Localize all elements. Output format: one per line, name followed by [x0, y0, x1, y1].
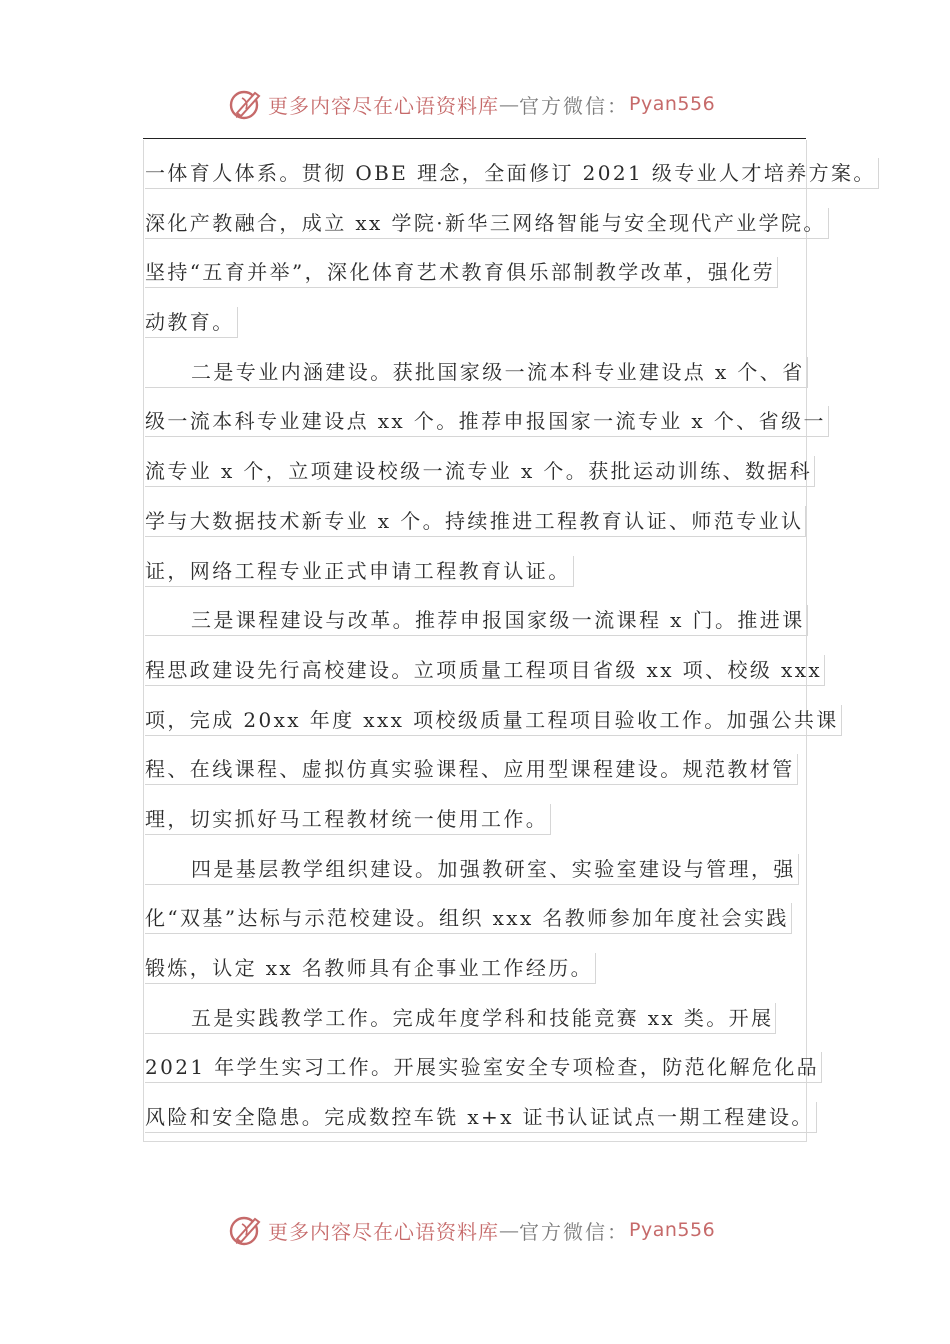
body-line: 一体育人体系。贯彻 OBE 理念，全面修订 2021 级专业人才培养方案。	[145, 148, 835, 198]
body-line: 化“双基”达标与示范校建设。组织 xxx 名教师参加年度社会实践	[145, 893, 835, 943]
body-line: 项，完成 20xx 年度 xxx 项校级质量工程项目验收工作。加强公共课	[145, 695, 835, 745]
watermark-label: 官方微信：	[519, 1219, 629, 1244]
body-line: 证，网络工程专业正式申请工程教育认证。	[145, 546, 835, 596]
paragraph-start-line: 三是课程建设与改革。推荐申报国家级一流课程 x 门。推进课	[145, 595, 835, 645]
body-line: 锻炼，认定 xx 名教师具有企事业工作经历。	[145, 943, 835, 993]
body-line: 程思政建设先行高校建设。立项质量工程项目省级 xx 项、校级 xxx	[145, 645, 835, 695]
watermark-wechat-id: Pyan556	[629, 93, 716, 115]
body-line: 坚持“五育并举”，深化体育艺术教育俱乐部制教学改革，强化劳	[145, 247, 835, 297]
footer-watermark	[228, 1210, 715, 1250]
body-line: 风险和安全隐患。完成数控车铣 x+x 证书认证试点一期工程建设。	[145, 1092, 835, 1142]
body-line: 深化产教融合，成立 xx 学院·新华三网络智能与安全现代产业学院。	[145, 198, 835, 248]
pen-logo-icon	[228, 1212, 264, 1248]
watermark-brand: 更多内容尽在心语资料库	[268, 93, 499, 118]
body-line: 程、在线课程、虚拟仿真实验课程、应用型课程建设。规范教材管	[145, 744, 835, 794]
body-line: 级一流本科专业建设点 xx 个。推荐申报国家一流专业 x 个、省级一	[145, 396, 835, 446]
header-watermark	[228, 84, 715, 124]
header-rule	[143, 138, 806, 139]
pen-logo-icon	[228, 86, 264, 122]
watermark-wechat-id: Pyan556	[629, 1219, 716, 1241]
body-line: 动教育。	[145, 297, 835, 347]
body-line: 学与大数据技术新专业 x 个。持续推进工程教育认证、师范专业认	[145, 496, 835, 546]
paragraph-start-line: 五是实践教学工作。完成年度学科和技能竞赛 xx 类。开展	[145, 993, 835, 1043]
watermark-label: 官方微信：	[519, 93, 629, 118]
watermark-brand: 更多内容尽在心语资料库	[268, 1219, 499, 1244]
paragraph-start-line: 四是基层教学组织建设。加强教研室、实验室建设与管理，强	[145, 844, 835, 894]
paragraph-start-line: 二是专业内涵建设。获批国家级一流本科专业建设点 x 个、省	[145, 347, 835, 397]
watermark-dash: —	[499, 1218, 519, 1242]
body-line: 理，切实抓好马工程教材统一使用工作。	[145, 794, 835, 844]
watermark-dash: —	[499, 92, 519, 116]
body-line: 流专业 x 个，立项建设校级一流专业 x 个。获批运动训练、数据科	[145, 446, 835, 496]
body-line: 2021 年学生实习工作。开展实验室安全专项检查，防范化解危化品	[145, 1042, 835, 1092]
document-body	[145, 148, 876, 1142]
